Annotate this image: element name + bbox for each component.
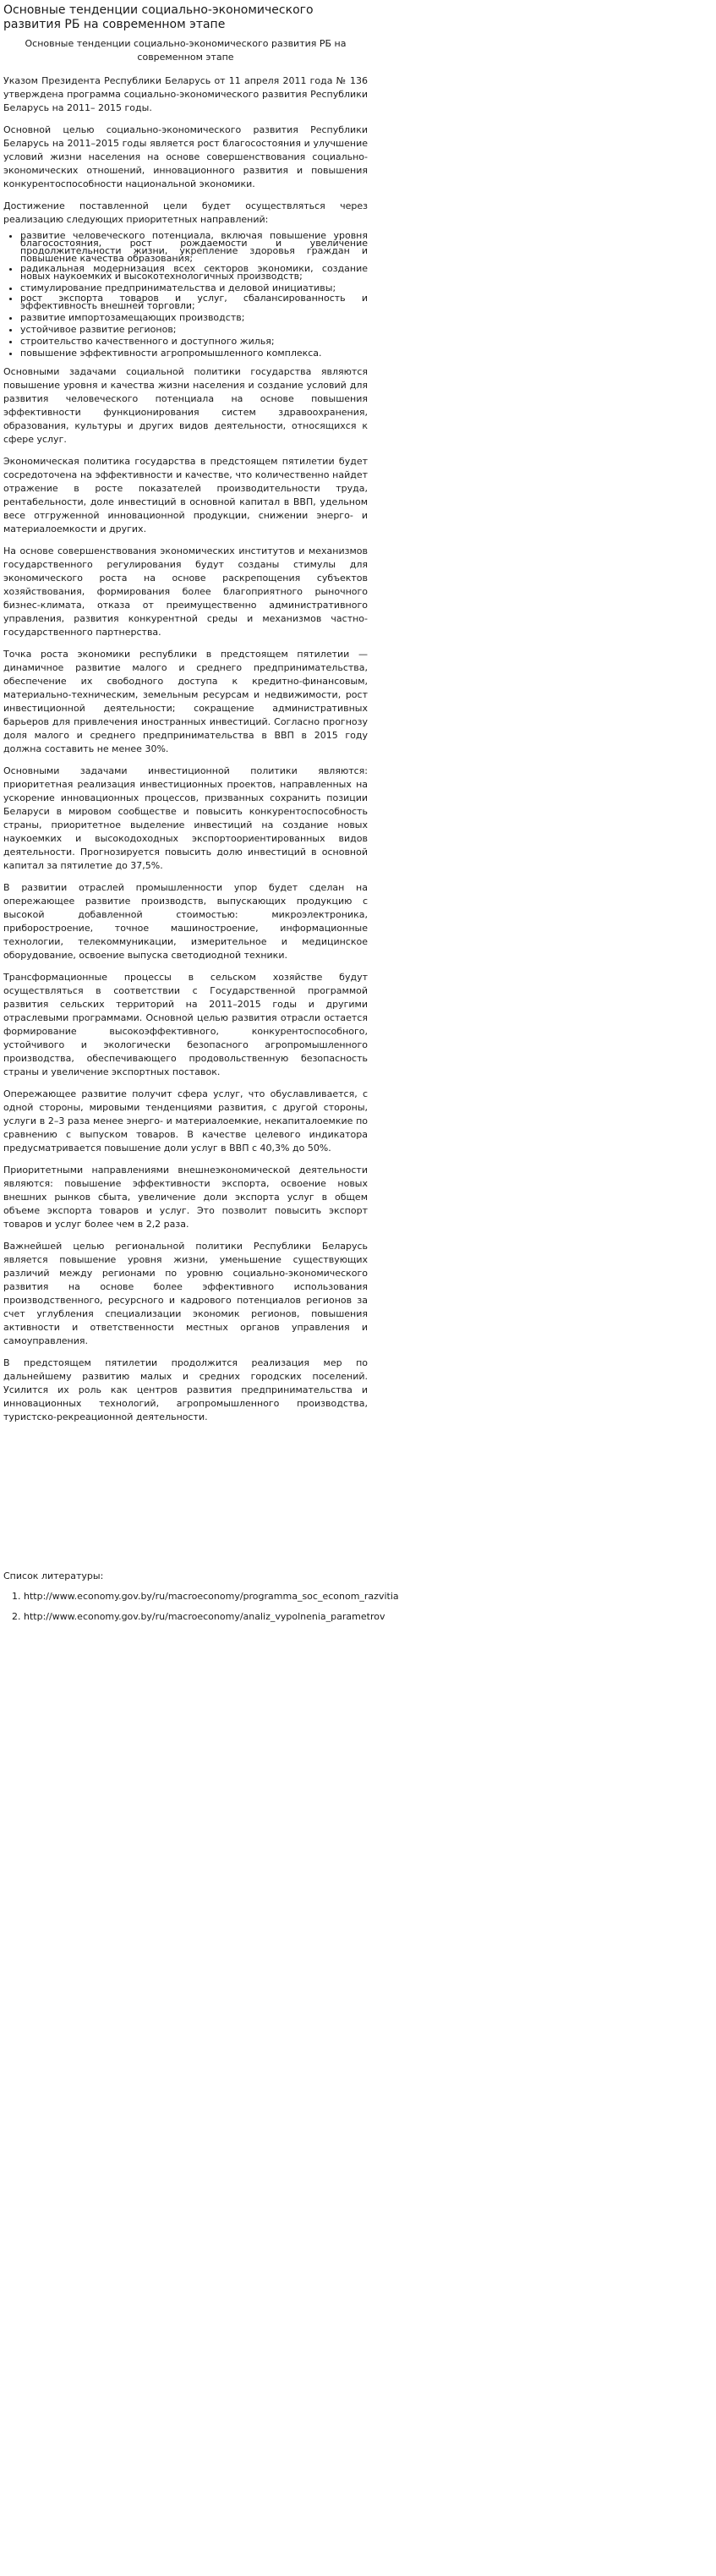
paragraph-institutions: На основе совершенствования экономических институтов и механизмов государственного регулирования будут созданы стимулы для экономического роста на основе раскрепощения субъектов хозяйствования, формирования более благоприятного рыночного бизнес-климата, отказа от преимущественно административного управления, развития конкурентной среды и механизмов частно-государственного партнерства.: [3, 545, 368, 638]
list-item: • стимулирование предпринимательства и деловой инициативы;: [20, 282, 368, 293]
paragraph-priorities-intro: Достижение поставленной цели будет осуществляться через реализацию следующих приоритетных направлений:: [3, 200, 368, 225]
paragraph-small-business: Точка роста экономики республики в предстоящем пятилетии — динамичное развитие малого и среднего предпринимательства, обеспечение их свободного доступа к кредитно-финансовым, материально-техническим, земельным ресурсам и недвижимости, рост инвестиционной деятельности; сокращение административных барьеров для привлечения иностранных инвестиций. Согласно прогнозу доля малого и среднего предпринимательства в ВВП в 2015 году должна составить не менее 30%.: [3, 649, 368, 754]
blank-space: [3, 1433, 368, 1570]
paragraph-economic-policy: Экономическая политика государства в предстоящем пятилетии будет сосредоточена на эффективности и качестве, что количественно найдет отражение в росте показателей производительности труда, рентабельности, доле инвестиций в основной капитал в ВВП, удельном весе отгруженной инновационной продукции, снижении энерго- и материалоемкости и других.: [3, 456, 368, 534]
list-item: • радикальная модернизация всех секторов экономики, создание новых наукоемких и высокотехнологичных производств;: [20, 265, 368, 280]
page-title: Основные тенденции социально-экономического развития РБ на современном этапе: [3, 3, 314, 31]
paragraph-small-towns: В предстоящем пятилетии продолжится реализация мер по дальнейшему развитию малых и средних городских поселений. Усилится их роль как центров развития предпринимательства и инновационных технологий, агропромышленного производства, туристско-рекреационной деятельности.: [3, 1357, 368, 1422]
list-item: • строительство качественного и доступного жилья;: [20, 336, 368, 347]
references-heading: Список литературы:: [3, 1570, 104, 1581]
list-item: • повышение эффективности агропромышленного комплекса.: [20, 348, 368, 359]
reference-item: 2. http://www.economy.gov.by/ru/macroeconomy/analiz_vypolnenia_parametrov: [24, 1610, 368, 1624]
paragraph-regional-policy: Важнейшей целью региональной политики Республики Беларусь является повышение уровня жизни, уменьшение существующих различий между регионами по уровню социально-экономического развития на основе более эффективного использования производственного, ресурсного и кадрового потенциалов регионов за счет углубления специализации экономик регионов, повышения активности и ответственности местных органов управления и самоуправления.: [3, 1241, 368, 1346]
article-subtitle: Основные тенденции социально-экономического развития РБ на современном этапе: [25, 38, 347, 63]
paragraph-social-policy: Основными задачами социальной политики государства являются повышение уровня и качества жизни населения и создание условий для развития человеческого потенциала на основе повышения эффективности функционирования систем здравоохранения, образования, культуры и других видов деятельности, относящихся к сфере услуг.: [3, 366, 368, 445]
list-item: • развитие импортозамещающих производств;: [20, 312, 368, 323]
list-item: • рост экспорта товаров и услуг, сбалансированность и эффективность внешней торговли;: [20, 294, 368, 310]
paragraph-agriculture: Трансформационные процессы в сельском хозяйстве будут осуществляться в соответствии с Государственной программой развития сельских территорий на 2011–2015 годы и другими отраслевыми программами. Основной целью развития отрасли остается формирование высокоэффективного, конкурентоспособного, устойчивого и экологически безопасного агропромышленного производства, обеспечивающего продовольственную безопасность страны и увеличение экспортных поставок.: [3, 972, 368, 1077]
paragraph-industry: В развитии отраслей промышленности упор будет сделан на опережающее развитие производств, выпускающих продукцию с высокой добавленной стоимостью: микроэлектроника, приборостроение, точное машиностроение, информационные технологии, телекоммуникации, измерительное и медицинское оборудование, освоение выпуска светодиодной техники.: [3, 882, 368, 961]
paragraph-decree: Указом Президента Республики Беларусь от 11 апреля 2011 года № 136 утверждена программа социально-экономического развития Республики Беларусь на 2011– 2015 годы.: [3, 75, 368, 113]
priorities-list: [3, 232, 368, 359]
list-item: • устойчивое развитие регионов;: [20, 324, 368, 335]
paragraph-main-goal: Основной целью социально-экономического развития Республики Беларусь на 2011–2015 годы является рост благосостояния и улучшение условий жизни населения на основе совершенствования социально-экономических отношений, инновационного развития и повышения конкурентоспособности национальной экономики.: [3, 124, 368, 189]
list-item: • развитие человеческого потенциала, включая повышение уровня благосостояния, рост рождаемости и увеличение продолжительности жизни, укрепление здоровья граждан и повышение качества образования;: [20, 232, 368, 262]
reference-item: 1. http://www.economy.gov.by/ru/macroeconomy/programma_soc_econom_razvitia: [24, 1590, 368, 1603]
paragraph-foreign-trade: Приоритетными направлениями внешнеэкономической деятельности являются: повышение эффективности экспорта, освоение новых внешних рынков сбыта, увеличение доли экспорта услуг в общем объеме экспорта товаров и услуг. Это позволит повысить экспорт товаров и услуг более чем в 2,2 раза.: [3, 1165, 368, 1230]
paragraph-services: Опережающее развитие получит сфера услуг, что обуславливается, с одной стороны, мировыми тенденциями развития, с другой стороны, услуги в 2–3 раза менее энерго- и материалоемкие, некапиталоемкие по сравнению с выпуском товаров. В качестве целевого индикатора предусматривается повышение доли услуг в ВВП с 40,3% до 50%.: [3, 1088, 368, 1154]
article: [0, 0, 399, 1624]
references-list: [3, 1590, 399, 1624]
paragraph-investment-policy: Основными задачами инвестиционной политики являются: приоритетная реализация инвестиционных проектов, направленных на ускорение инновационных процессов, призванных сохранить позиции Беларуси в мировом сообществе и повысить конкурентоспособность страны, приоритетное выделение инвестиций на создание новых наукоемких и высокодоходных экспортоориентированных видов деятельности. Прогнозируется повысить долю инвестиций в основной капитал за пятилетие до 37,5%.: [3, 765, 368, 871]
